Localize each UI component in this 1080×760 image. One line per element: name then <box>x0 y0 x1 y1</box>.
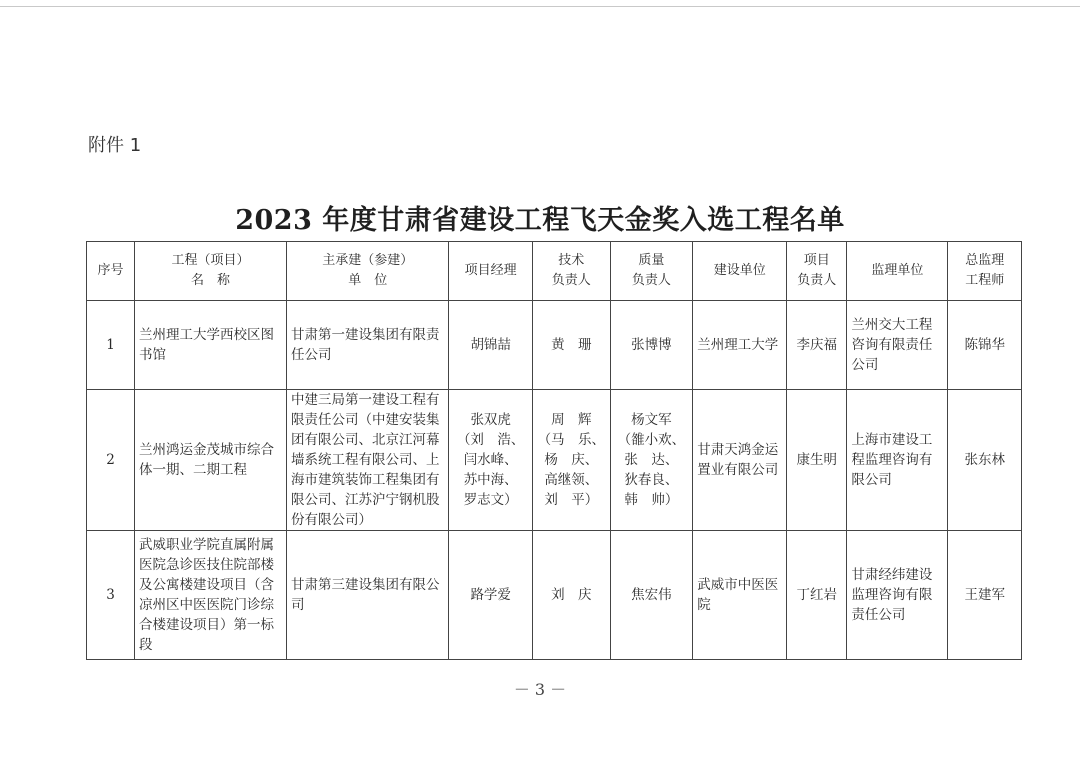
cell-contractor: 中建三局第一建设工程有限责任公司（中建安装集团有限公司、北京江河幕墙系统工程有限公司、上海市建筑装饰工程集团有限公司、江苏沪宁钢机股份有限公司） <box>287 390 449 531</box>
cell-no: 2 <box>87 390 135 531</box>
cell-project: 兰州理工大学西校区图书馆 <box>134 301 286 390</box>
page-number: － 3 － <box>513 680 567 699</box>
cell-contractor: 甘肃第三建设集团有限公司 <box>287 531 449 660</box>
cell-chief-engineer: 王建军 <box>948 531 1022 660</box>
header-no: 序号 <box>87 242 135 301</box>
cell-owner-lead: 丁红岩 <box>787 531 847 660</box>
cell-owner: 武威市中医医院 <box>693 531 787 660</box>
attachment-label: 附件 1 <box>88 135 142 156</box>
table-row <box>87 531 1022 660</box>
header-contractor: 主承建（参建） 单 位 <box>287 242 449 301</box>
document-title: 2023 年度甘肃省建设工程飞天金奖入选工程名单 <box>235 205 845 236</box>
top-rule <box>0 6 1080 7</box>
cell-owner-lead: 康生明 <box>787 390 847 531</box>
cell-owner-lead: 李庆福 <box>787 301 847 390</box>
header-quality-lead: 质量 负责人 <box>610 242 693 301</box>
cell-owner: 兰州理工大学 <box>693 301 787 390</box>
cell-chief-engineer: 陈锦华 <box>948 301 1022 390</box>
header-manager: 项目经理 <box>449 242 533 301</box>
header-owner-lead: 项目 负责人 <box>787 242 847 301</box>
cell-quality-lead: 杨文军 （雒小欢、 张 达、 狄春良、 韩 帅） <box>610 390 693 531</box>
award-list-table <box>86 241 1022 660</box>
cell-manager: 张双虎 （刘 浩、 闫水峰、 苏中海、 罗志文） <box>449 390 533 531</box>
header-supervisor: 监理单位 <box>847 242 948 301</box>
header-project: 工程（项目） 名 称 <box>134 242 286 301</box>
table-header-row <box>87 242 1022 301</box>
header-tech-lead: 技术 负责人 <box>533 242 611 301</box>
table-row <box>87 390 1022 531</box>
cell-tech-lead: 刘 庆 <box>533 531 611 660</box>
cell-project: 武威职业学院直属附属医院急诊医技住院部楼及公寓楼建设项目（含凉州区中医医院门诊综合楼建设项目）第一标段 <box>134 531 286 660</box>
cell-project: 兰州鸿运金茂城市综合体一期、二期工程 <box>134 390 286 531</box>
cell-tech-lead: 黄 珊 <box>533 301 611 390</box>
cell-manager: 路学爱 <box>449 531 533 660</box>
cell-contractor: 甘肃第一建设集团有限责任公司 <box>287 301 449 390</box>
header-chief-engineer: 总监理 工程师 <box>948 242 1022 301</box>
header-owner: 建设单位 <box>693 242 787 301</box>
cell-no: 1 <box>87 301 135 390</box>
cell-supervisor: 甘肃经纬建设监理咨询有限责任公司 <box>847 531 948 660</box>
cell-owner: 甘肃天鸿金运置业有限公司 <box>693 390 787 531</box>
cell-quality-lead: 焦宏伟 <box>610 531 693 660</box>
cell-supervisor: 兰州交大工程咨询有限责任公司 <box>847 301 948 390</box>
cell-no: 3 <box>87 531 135 660</box>
cell-supervisor: 上海市建设工程监理咨询有限公司 <box>847 390 948 531</box>
cell-tech-lead: 周 辉 （马 乐、 杨 庆、 高继领、 刘 平） <box>533 390 611 531</box>
table-row <box>87 301 1022 390</box>
cell-manager: 胡锦喆 <box>449 301 533 390</box>
cell-quality-lead: 张博博 <box>610 301 693 390</box>
cell-chief-engineer: 张东林 <box>948 390 1022 531</box>
